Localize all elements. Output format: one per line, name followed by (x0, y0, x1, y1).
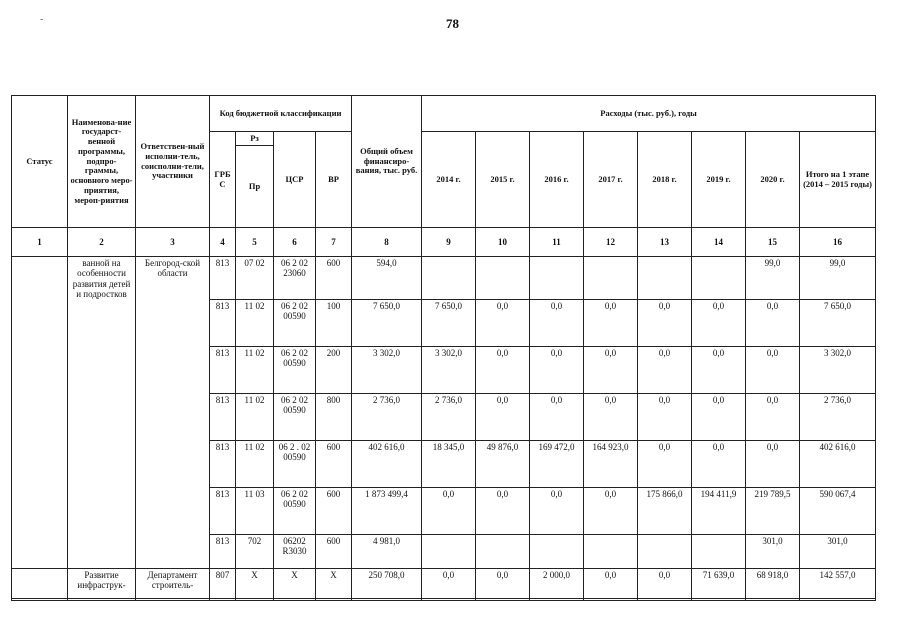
total-cell: 2 736,0 (352, 394, 422, 441)
header-total: Общий объем финансиро-вания, тыс. руб. (352, 96, 422, 228)
rzpr-cell: 11 02 (236, 347, 274, 394)
total-cell: 250 708,0 (352, 569, 422, 601)
year-cell: 0,0 (530, 394, 584, 441)
header-name: Наименова-ние государст-венной программы, подпро-граммы, основного меро-приятия, мероп-риятия (68, 96, 136, 228)
year-cell: 0,0 (746, 441, 800, 488)
col-num: 2 (68, 228, 136, 257)
vr-cell: X (316, 569, 352, 601)
year-cell: 0,0 (584, 347, 638, 394)
year-cell: 0,0 (476, 569, 530, 601)
header-pr: Пр (236, 146, 274, 228)
header-rz: Рз (236, 132, 274, 146)
year-cell: 0,0 (692, 441, 746, 488)
page-bottom-line (11, 598, 875, 599)
year-cell: 0,0 (638, 441, 692, 488)
status-cell (12, 257, 68, 569)
col-num: 13 (638, 228, 692, 257)
header-year-2016: 2016 г. (530, 132, 584, 228)
grbs-cell: 813 (210, 535, 236, 569)
responsible-name: Департамент строитель- (136, 569, 210, 601)
vr-cell: 100 (316, 300, 352, 347)
grbs-cell: 807 (210, 569, 236, 601)
year-cell: 7 650,0 (422, 300, 476, 347)
year-cell (476, 257, 530, 300)
responsible-name: Белгород-ской области (136, 257, 210, 569)
grbs-cell: 813 (210, 257, 236, 300)
total-cell: 402 616,0 (352, 441, 422, 488)
grbs-cell: 813 (210, 300, 236, 347)
stage-total-cell: 2 736,0 (800, 394, 876, 441)
col-num: 8 (352, 228, 422, 257)
vr-cell: 600 (316, 257, 352, 300)
year-cell: 0,0 (422, 488, 476, 535)
budget-table (11, 95, 876, 601)
csr-cell: 06 2 . 02 00590 (274, 441, 316, 488)
header-stage-total: Итого на 1 этапе (2014 – 2015 годы) (800, 132, 876, 228)
csr-cell: 06 2 02 23060 (274, 257, 316, 300)
header-year-2017: 2017 г. (584, 132, 638, 228)
stage-total-cell: 301,0 (800, 535, 876, 569)
total-cell: 3 302,0 (352, 347, 422, 394)
year-cell: 194 411,9 (692, 488, 746, 535)
year-cell: 0,0 (638, 569, 692, 601)
year-cell (638, 535, 692, 569)
status-cell (12, 569, 68, 601)
year-cell (422, 257, 476, 300)
stage-total-cell: 590 067,4 (800, 488, 876, 535)
total-cell: 594,0 (352, 257, 422, 300)
year-cell: 2 736,0 (422, 394, 476, 441)
csr-cell: 06 2 02 00590 (274, 488, 316, 535)
year-cell: 49 876,0 (476, 441, 530, 488)
grbs-cell: 813 (210, 394, 236, 441)
year-cell: 0,0 (530, 488, 584, 535)
year-cell: 0,0 (746, 347, 800, 394)
year-cell: 175 866,0 (638, 488, 692, 535)
rzpr-cell: 11 02 (236, 394, 274, 441)
year-cell: 18 345,0 (422, 441, 476, 488)
year-cell: 0,0 (422, 569, 476, 601)
total-cell: 7 650,0 (352, 300, 422, 347)
grbs-cell: 813 (210, 441, 236, 488)
rzpr-cell: 702 (236, 535, 274, 569)
year-cell: 0,0 (638, 394, 692, 441)
year-cell: 0,0 (692, 300, 746, 347)
header-budget-code: Код бюджетной классификации (210, 96, 352, 132)
year-cell: 0,0 (584, 488, 638, 535)
year-cell: 3 302,0 (422, 347, 476, 394)
col-num: 11 (530, 228, 584, 257)
year-cell: 0,0 (692, 394, 746, 441)
rzpr-cell: 07 02 (236, 257, 274, 300)
year-cell: 68 918,0 (746, 569, 800, 601)
year-cell: 301,0 (746, 535, 800, 569)
year-cell: 0,0 (530, 347, 584, 394)
col-num: 12 (584, 228, 638, 257)
year-cell (692, 535, 746, 569)
year-cell: 0,0 (584, 569, 638, 601)
year-cell: 0,0 (638, 347, 692, 394)
csr-cell: 06 2 02 00590 (274, 394, 316, 441)
page-top-mark: - (40, 14, 44, 25)
header-year-2015: 2015 г. (476, 132, 530, 228)
year-cell: 164 923,0 (584, 441, 638, 488)
rzpr-cell: X (236, 569, 274, 601)
group1-body (12, 257, 876, 569)
year-cell (530, 535, 584, 569)
year-cell (638, 257, 692, 300)
col-num: 4 (210, 228, 236, 257)
year-cell: 0,0 (638, 300, 692, 347)
table-row (12, 257, 876, 300)
year-cell (584, 257, 638, 300)
total-cell: 1 873 499,4 (352, 488, 422, 535)
year-cell: 0,0 (476, 347, 530, 394)
rzpr-cell: 11 02 (236, 300, 274, 347)
year-cell: 0,0 (746, 300, 800, 347)
vr-cell: 600 (316, 535, 352, 569)
year-cell: 169 472,0 (530, 441, 584, 488)
table-row (12, 569, 876, 601)
year-cell (422, 535, 476, 569)
csr-cell: X (274, 569, 316, 601)
year-cell: 99,0 (746, 257, 800, 300)
col-num: 5 (236, 228, 274, 257)
stage-total-cell: 99,0 (800, 257, 876, 300)
stage-total-cell: 402 616,0 (800, 441, 876, 488)
year-cell: 2 000,0 (530, 569, 584, 601)
rzpr-cell: 11 03 (236, 488, 274, 535)
year-cell: 0,0 (584, 300, 638, 347)
header-csr: ЦСР (274, 132, 316, 228)
header-year-2014: 2014 г. (422, 132, 476, 228)
year-cell: 219 789,5 (746, 488, 800, 535)
vr-cell: 200 (316, 347, 352, 394)
year-cell (476, 535, 530, 569)
stage-total-cell: 7 650,0 (800, 300, 876, 347)
year-cell: 0,0 (476, 488, 530, 535)
vr-cell: 600 (316, 488, 352, 535)
header-expenses: Расходы (тыс. руб.), годы (422, 96, 876, 132)
year-cell (584, 535, 638, 569)
year-cell: 0,0 (530, 300, 584, 347)
col-num: 15 (746, 228, 800, 257)
col-num: 1 (12, 228, 68, 257)
col-num: 16 (800, 228, 876, 257)
stage-total-cell: 142 557,0 (800, 569, 876, 601)
total-cell: 4 981,0 (352, 535, 422, 569)
header-responsible: Ответствен-ный исполни-тель, соисполни-тели, участники (136, 96, 210, 228)
header-year-2019: 2019 г. (692, 132, 746, 228)
csr-cell: 06 2 02 00590 (274, 347, 316, 394)
year-cell (530, 257, 584, 300)
column-number-row (12, 228, 876, 257)
stage-total-cell: 3 302,0 (800, 347, 876, 394)
col-num: 10 (476, 228, 530, 257)
header-grbs: ГРБ С (210, 132, 236, 228)
col-num: 9 (422, 228, 476, 257)
vr-cell: 800 (316, 394, 352, 441)
year-cell: 0,0 (476, 394, 530, 441)
header-status: Статус (12, 96, 68, 228)
header-year-2020: 2020 г. (746, 132, 800, 228)
header-vr: ВР (316, 132, 352, 228)
col-num: 3 (136, 228, 210, 257)
program-name: ванной на особенности развития детей и подростков (68, 257, 136, 569)
vr-cell: 600 (316, 441, 352, 488)
year-cell: 0,0 (746, 394, 800, 441)
year-cell: 0,0 (692, 347, 746, 394)
year-cell: 0,0 (476, 300, 530, 347)
year-cell: 0,0 (584, 394, 638, 441)
csr-cell: 06202 R3030 (274, 535, 316, 569)
year-cell (692, 257, 746, 300)
page-number: 78 (446, 16, 459, 31)
year-cell: 71 639,0 (692, 569, 746, 601)
col-num: 7 (316, 228, 352, 257)
col-num: 14 (692, 228, 746, 257)
rzpr-cell: 11 02 (236, 441, 274, 488)
grbs-cell: 813 (210, 488, 236, 535)
header-year-2018: 2018 г. (638, 132, 692, 228)
program-name: Развитие инфраструк- (68, 569, 136, 601)
csr-cell: 06 2 02 00590 (274, 300, 316, 347)
col-num: 6 (274, 228, 316, 257)
grbs-cell: 813 (210, 347, 236, 394)
